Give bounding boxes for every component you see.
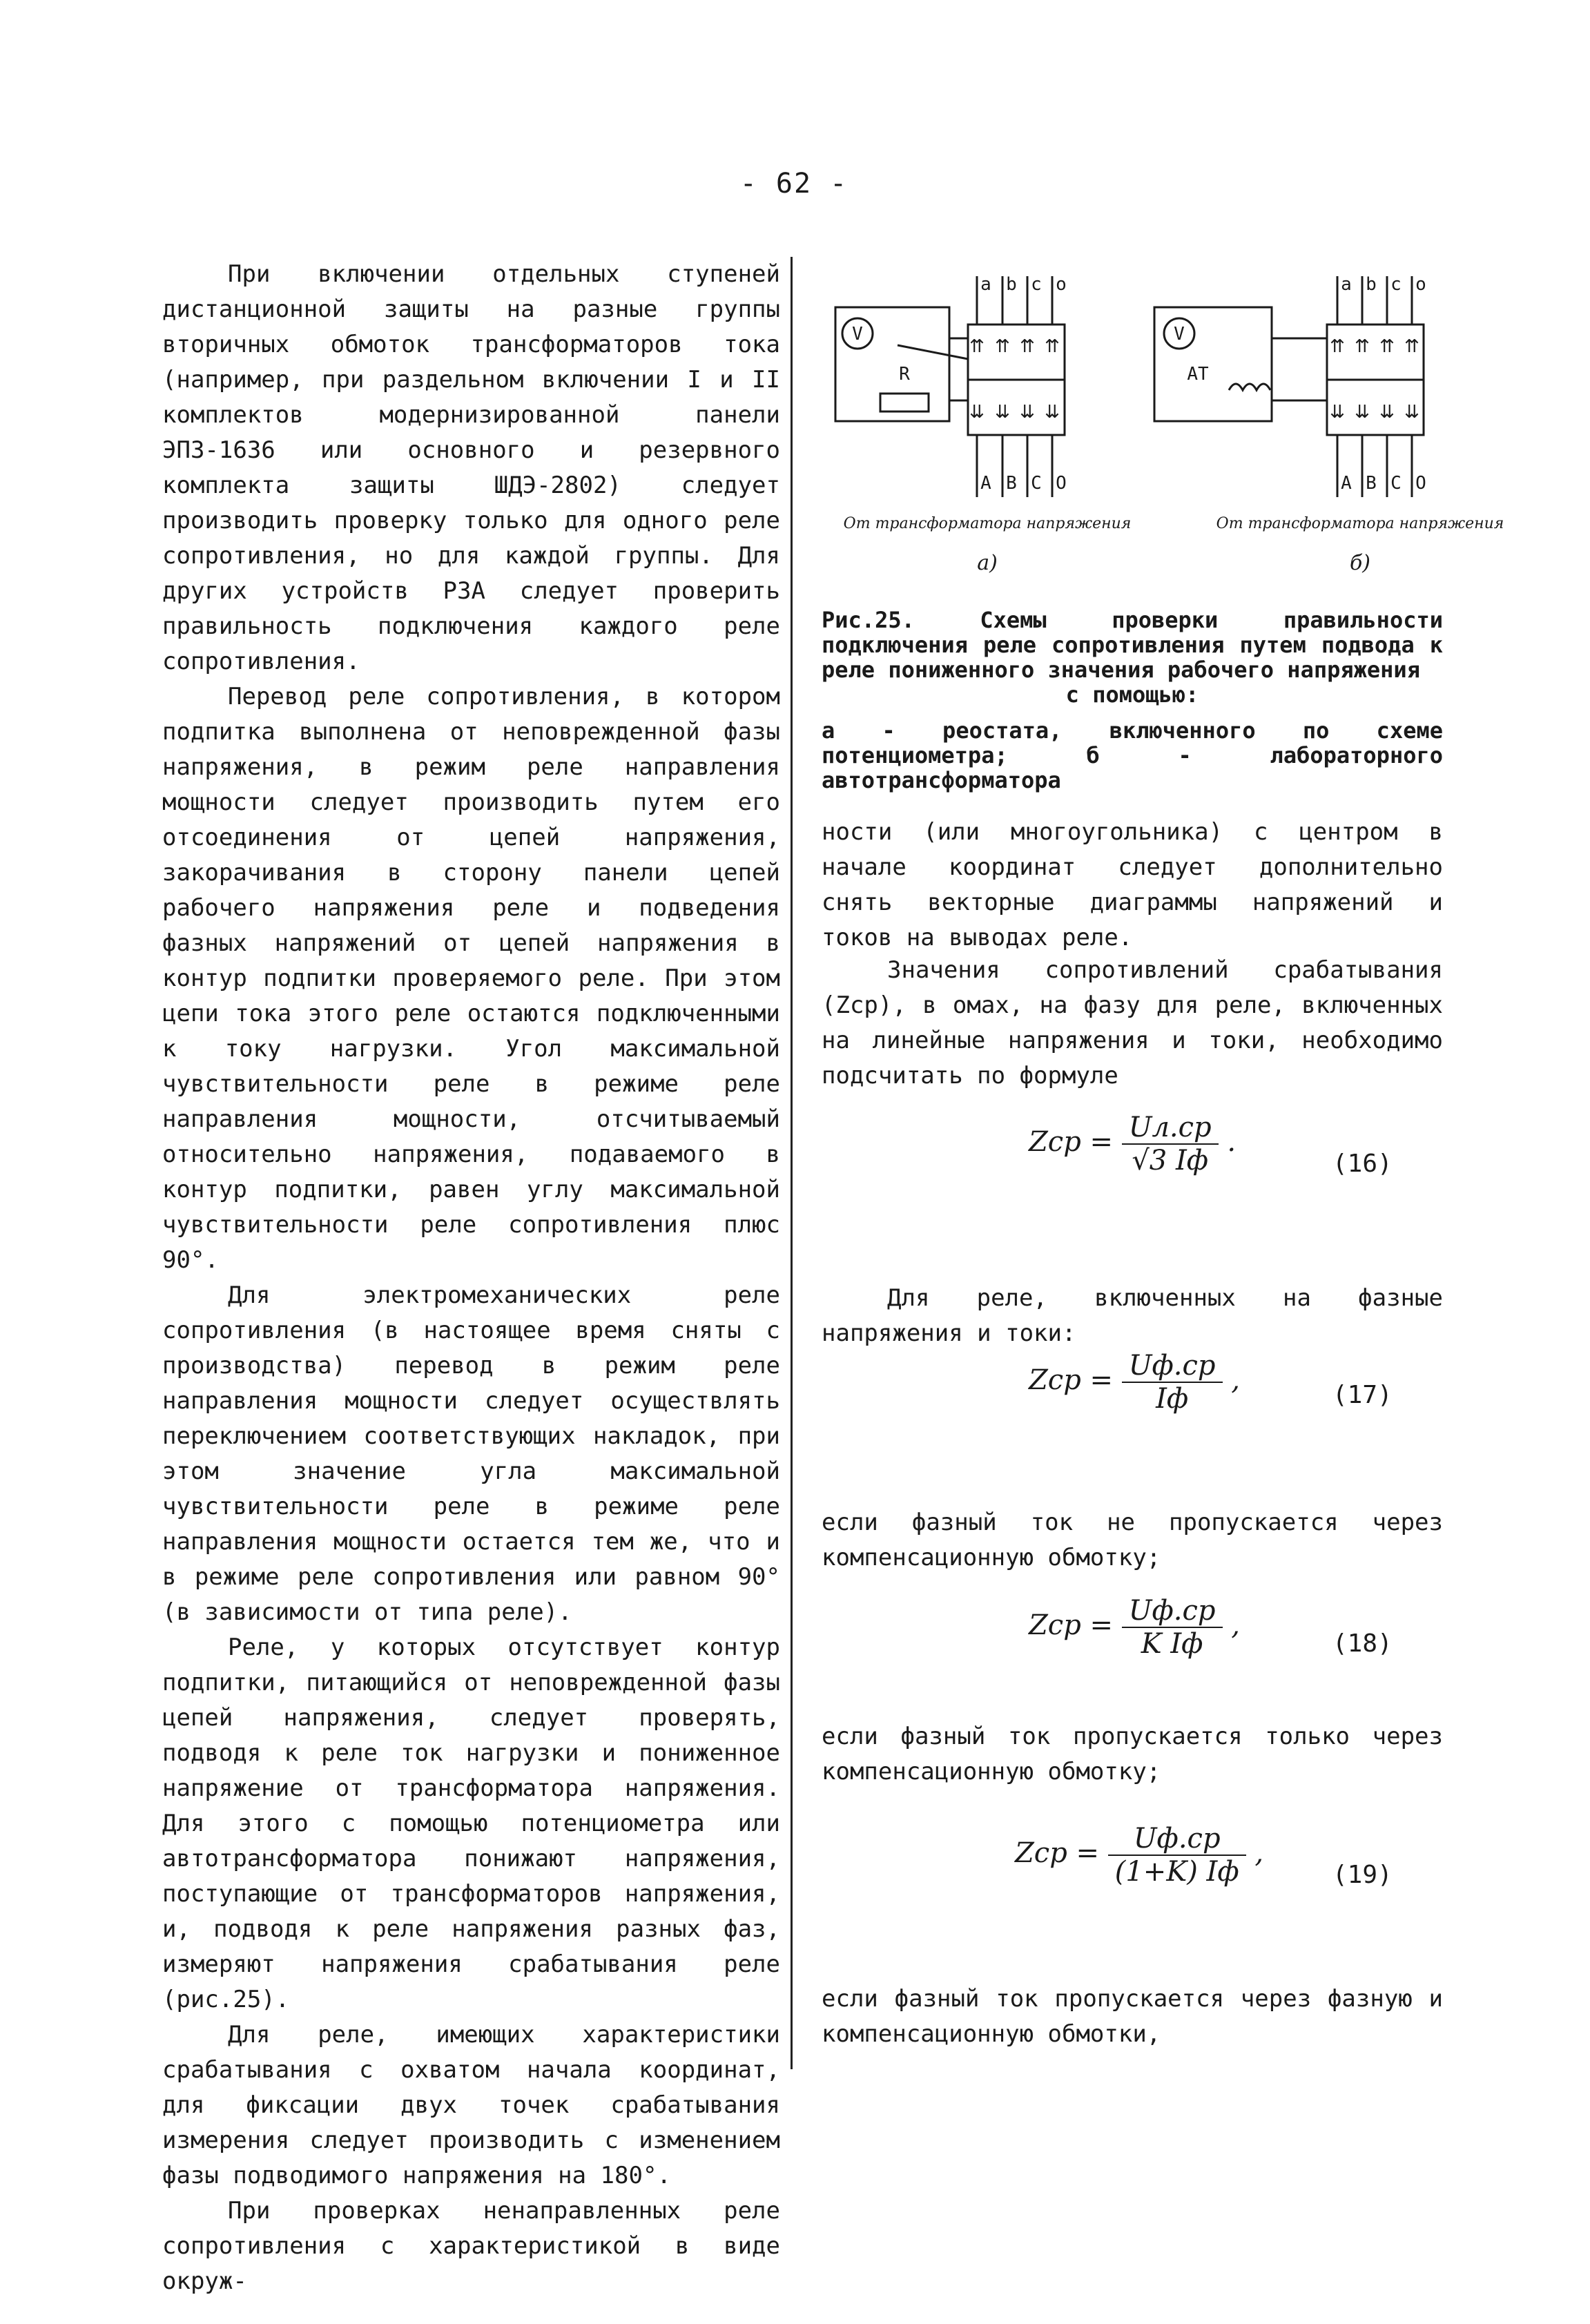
phase-label: b: [1006, 274, 1017, 295]
formula-lhs: Zср =: [1015, 1837, 1100, 1869]
left-column: [162, 257, 780, 2299]
caption-main: Рис.25. Схемы проверки правильности подключения реле сопротивления путем подвода к реле пониженного значения рабочего напряжения: [822, 607, 1443, 683]
paragraph: Для реле, включенных на фазные напряжения и токи:: [822, 1284, 1443, 1347]
paragraph: Перевод реле сопротивления, в котором подпитка выполнена от неповрежденной фазы напряжения, в режим реле направления мощности следует производить путем его отсоединения от цепей напряжения, закорачивания в сторону панели цепей рабочего напряжения реле и подведения фазных напряжений от цепей напряжения в контур подпитки проверяемого реле. При этом цепи тока этого реле остаются подключенными к току нагрузки. Угол максимальной чувствительности реле в режиме реле направления мощности, отсчитываемый относительно напряжения, подаваемого в контур подпитки, равен углу максимальной чувствительности реле сопротивления плюс 90°.: [162, 683, 780, 1274]
equation-number: (18): [1332, 1629, 1393, 1658]
svg-text:⇈: ⇈: [1045, 336, 1060, 357]
formula-numerator: Uл.ср: [1122, 1112, 1219, 1145]
formula-17: [1029, 1350, 1240, 1415]
paragraph: Для реле, имеющих характеристики срабатывания с охватом начала координат, для фиксации двух точек срабатывания измерения следует производить с изменением фазы подводимого напряжения на 180°.: [162, 2021, 780, 2189]
phase-label: B: [1006, 473, 1017, 494]
phase-label: A: [1341, 473, 1352, 494]
formula-lhs: Zср =: [1029, 1126, 1114, 1158]
svg-text:⇊: ⇊: [1330, 402, 1345, 423]
source-label-a: От трансформатора напряжения: [843, 515, 1132, 532]
paragraph: При включении отдельных ступеней дистанционной защиты на разные группы вторичных обмоток трансформаторов тока (например, при раздельном включении I и II комплектов модернизированной панели ЭПЗ-1636 или основного и резервного комплекта защиты ШДЭ-2802) следует производить проверку только для одного реле сопротивления, но для каждой группы. Для других устройств РЗА следует проверить правильность подключения каждого реле сопротивления.: [162, 260, 780, 675]
rheostat-label: R: [899, 364, 910, 385]
svg-text:⇈: ⇈: [1355, 336, 1370, 357]
voltmeter-label: V: [1174, 324, 1185, 345]
svg-text:⇈: ⇈: [1404, 336, 1419, 357]
paragraph: если фазный ток пропускается через фазную и компенсационную обмотки,: [822, 1985, 1443, 2048]
formula-tail: ,: [1231, 1364, 1240, 1396]
formula-16: [1029, 1112, 1236, 1176]
formula-denominator: K Iф: [1141, 1628, 1203, 1660]
column-divider: [791, 257, 793, 2069]
formula-denominator: Iф: [1156, 1383, 1189, 1415]
formula-18: [1029, 1595, 1240, 1660]
phase-label: O: [1415, 473, 1426, 494]
formula-numerator: Uф.ср: [1122, 1595, 1223, 1628]
phase-label: a: [1341, 274, 1352, 295]
svg-text:⇈: ⇈: [1020, 336, 1035, 357]
formula-fraction: [1122, 1595, 1223, 1660]
svg-text:⇊: ⇊: [1355, 402, 1370, 423]
svg-text:⇊: ⇊: [1020, 402, 1035, 423]
formula-fraction: [1122, 1350, 1223, 1415]
source-label-b: От трансформатора напряжения: [1216, 515, 1504, 532]
paragraph: Реле, у которых отсутствует контур подпитки, питающийся от неповрежденной фазы цепей напряжения, следует проверять, подводя к реле ток нагрузки и пониженное напряжение от трансформатора напряжения. Для этого с помощью потенциометра или автотрансформатора понижают напряжения, поступающие от трансформаторов напряжения, и, подводя к реле напряжения разных фаз, измеряют напряжения срабатывания реле (рис.25).: [162, 1634, 780, 2013]
figure-caption: [822, 608, 1443, 793]
phase-label: o: [1056, 274, 1067, 295]
phase-label: c: [1031, 274, 1042, 295]
paragraph: Для электромеханических реле сопротивления (в настоящее время сняты с производства) перевод в режим реле направления мощности следует осуществлять переключением соответствующих накладок, при этом значение угла максимальной чувствительности реле в режиме реле направления мощности остается тем же, что и в режиме реле сопротивления или равном 90° (в зависимости от типа реле).: [162, 1281, 780, 1626]
paragraph: если фазный ток пропускается только через компенсационную обмотку;: [822, 1723, 1443, 1785]
page-number: - 62 -: [739, 168, 849, 200]
phase-label: a: [980, 274, 991, 295]
phase-label: c: [1390, 274, 1402, 295]
svg-text:⇊: ⇊: [1404, 402, 1419, 423]
formula-19: [1015, 1823, 1263, 1888]
paragraph: ности (или многоугольника) с центром в начале координат следует дополнительно снять векторные диаграммы напряжений и токов на выводах реле.: [822, 818, 1443, 951]
figure-25-diagram: [815, 262, 1504, 608]
formula-numerator: Uф.ср: [1108, 1823, 1246, 1856]
paragraph: если фазный ток не пропускается через компенсационную обмотку;: [822, 1509, 1443, 1571]
phase-label: A: [980, 473, 991, 494]
formula-lhs: Zср =: [1029, 1364, 1114, 1396]
formula-tail: ,: [1231, 1609, 1240, 1641]
svg-text:⇈: ⇈: [995, 336, 1010, 357]
svg-text:⇊: ⇊: [1045, 402, 1060, 423]
formula-numerator: Uф.ср: [1122, 1350, 1223, 1383]
svg-text:⇊: ⇊: [995, 402, 1010, 423]
phase-label: B: [1366, 473, 1377, 494]
phase-label: o: [1415, 274, 1426, 295]
formula-denominator: √3 Iф: [1132, 1145, 1209, 1176]
formula-lhs: Zср =: [1029, 1609, 1114, 1641]
paragraph: Значения сопротивлений срабатывания (Zср), в омах, на фазу для реле, включенных на линейные напряжения и токи, необходимо подсчитать по формуле: [822, 956, 1443, 1090]
equation-number: (16): [1332, 1150, 1393, 1178]
svg-text:⇈: ⇈: [1330, 336, 1345, 357]
phase-label: b: [1366, 274, 1377, 295]
svg-text:⇊: ⇊: [1379, 402, 1395, 423]
svg-text:⇈: ⇈: [1379, 336, 1395, 357]
formula-tail: .: [1227, 1126, 1237, 1158]
formula-fraction: [1122, 1112, 1219, 1176]
formula-tail: ,: [1254, 1837, 1264, 1869]
equation-number: (19): [1332, 1861, 1393, 1889]
equation-number: (17): [1332, 1381, 1393, 1409]
caption-continued: с помощью:: [1065, 681, 1199, 708]
subfigure-label-b: б): [1349, 551, 1371, 575]
phase-label: C: [1390, 473, 1402, 494]
formula-fraction: [1108, 1823, 1246, 1888]
subfigure-label-a: а): [977, 551, 998, 575]
svg-text:⇈: ⇈: [969, 336, 985, 357]
caption-sub: а - реостата, включенного по схеме потенциометра; б - лабораторного автотрансформатора: [822, 717, 1443, 793]
paragraph: При проверках ненаправленных реле сопротивления с характеристикой в виде окруж-: [162, 2197, 780, 2295]
svg-text:⇊: ⇊: [969, 402, 985, 423]
voltmeter-label: V: [852, 324, 863, 345]
phase-label: O: [1056, 473, 1067, 494]
formula-denominator: (1+K) Iф: [1114, 1856, 1239, 1888]
phase-label: C: [1031, 473, 1042, 494]
autotransformer-label: AT: [1187, 364, 1209, 385]
